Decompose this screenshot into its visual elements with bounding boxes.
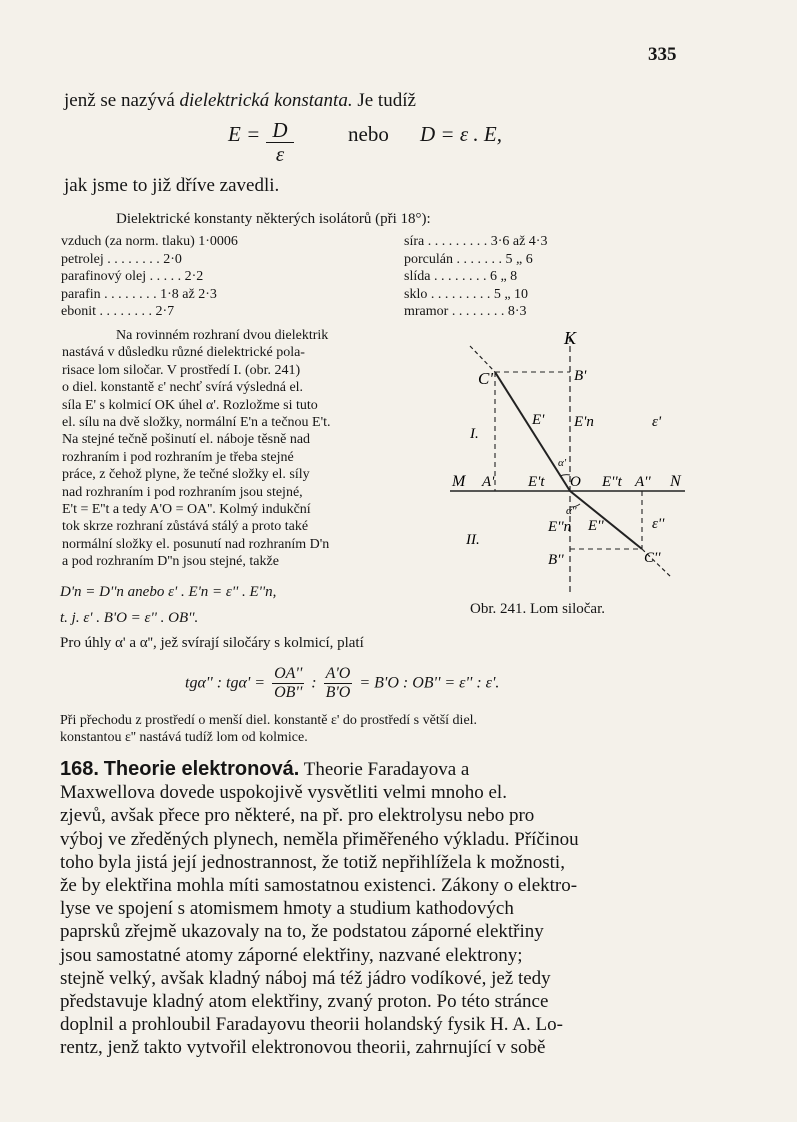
formula-mid: nebo (348, 122, 389, 146)
label-E2: E'' (588, 518, 604, 534)
label-O: O (570, 474, 581, 490)
section-line: Theorie Faradayova a (299, 759, 470, 780)
section-line: jsou samostatné atomy záporné elektřiny, nazvané elektrony; (60, 944, 523, 966)
label-alpha2: α'' (566, 505, 577, 517)
paragraph-line: risace lom siločar. V prostředí I. (obr. 241) (62, 362, 301, 378)
angle-arc (560, 475, 570, 476)
formula-denominator: ε (275, 142, 285, 166)
page-number: 335 (648, 44, 677, 65)
paragraph-line: síla E' s kolmicí OK úhel α'. Rozložme si tuto (62, 397, 318, 413)
formula-numerator: D (266, 118, 294, 143)
label-alpha1: α' (558, 457, 567, 469)
label-B1: B' (574, 368, 587, 384)
section-line: stejně velký, avšak kladný náboj má též jádro vodíkové, jež tedy (60, 967, 551, 989)
label-C2: C'' (644, 550, 661, 566)
label-A2: A'' (635, 474, 651, 490)
label-I: I. (470, 426, 479, 442)
paragraph-line: a pod rozhraním D''n jsou stejné, takže (62, 554, 279, 570)
label-En1: E'n (574, 414, 594, 430)
label-B2: B'' (548, 552, 564, 568)
label-N: N (670, 473, 681, 490)
paragraph-line: normální složky el. posunutí nad rozhraním D'n (62, 536, 330, 552)
section-line: rentz, jenž takto vytvořil elektronovou theorii, zahrnující v sobě (60, 1037, 546, 1059)
label-eps2: ε'' (652, 516, 665, 532)
paragraph-line: Na stejné tečně pošinutí el. náboje těsně nad (62, 432, 311, 448)
label-II: II. (466, 532, 480, 548)
table-row: sklo . . . . . . . . . 5 „ 10 (404, 286, 529, 302)
paragraph-line: nastává v důsledku různé dielektrické pola- (62, 345, 305, 361)
section-number: 168. (60, 758, 99, 780)
table-row: ebonit . . . . . . . . 2·7 (61, 304, 175, 319)
paragraph-line: Na rovinném rozhraní dvou dielektrik (116, 328, 329, 343)
section-line: že by elektřina mohla míti samostatnou existenci. Zákony o elektro- (60, 875, 578, 897)
label-K: K (564, 328, 577, 348)
table-left-column (61, 233, 238, 321)
intro-term: dielektrická konstanta. (179, 90, 353, 111)
paragraph-line: o diel. konstantě ε' nechť svírá výsledná el. (62, 380, 304, 396)
transition-paragraph (60, 712, 477, 746)
section-line: výboj ve zředěných plynech, neměla přiměřeného výkladu. Příčinou (60, 828, 579, 850)
formula-fraction (266, 118, 294, 165)
field-line-lower (570, 491, 642, 549)
tg-f1-den: OB'' (274, 684, 303, 701)
label-E1: E' (532, 412, 545, 428)
transition-line: Při přechodu z prostředí o menší diel. konstantě ε' do prostředí s větší diel. (60, 713, 478, 728)
label-A1: A' (482, 474, 495, 490)
formula-rhs: D = ε . E, (420, 122, 502, 146)
table-row: vzduch (za norm. tlaku) 1·0006 (61, 234, 238, 249)
table-row: porculán . . . . . . . 5 „ 6 (404, 251, 533, 267)
equation-normal-components: D'n = D''n anebo ε' . E'n = ε'' . E''n, (60, 584, 277, 600)
tg-fraction-2 (324, 665, 353, 702)
section-168 (60, 758, 579, 1060)
angles-line: Pro úhly α' a α'', jež svírají siločáry s kolmicí, platí (60, 635, 364, 651)
tg-right: = B'O : OB'' = ε'' : ε'. (359, 674, 500, 692)
paragraph-line: práce, z čehož plyne, že tečné složky el. síly (62, 467, 310, 483)
section-first-line (60, 758, 579, 781)
transition-line: konstantou ε'' nastává tudíž lom od kolmice. (60, 730, 308, 745)
tangent-relation (185, 665, 499, 702)
table-row: petrolej . . . . . . . . 2·0 (61, 251, 182, 267)
label-En2: E''n (548, 519, 572, 535)
section-line: Maxwellova dovede uspokojivě vysvětliti velmi mnoho el. (60, 782, 507, 804)
label-Et2: E''t (602, 474, 622, 490)
paragraph-line: el. sílu na dvě složky, normální E'n a tečnou E't. (62, 415, 331, 431)
table-right-column (404, 233, 547, 321)
tg-f1-num: OA'' (274, 665, 303, 682)
table-row: parafin . . . . . . . . 1·8 až 2·3 (61, 286, 217, 302)
section-line: představuje kladný atom elektřiny, zvaný proton. Po této stránce (60, 991, 549, 1013)
label-C1: C' (478, 369, 493, 388)
table-row: parafinový olej . . . . . 2·2 (61, 269, 204, 284)
paragraph-line: nad rozhraním i pod rozhraním jsou stejné, (62, 484, 303, 500)
formula-lhs: E = (228, 122, 261, 146)
figure-caption: Obr. 241. Lom siločar. (470, 601, 605, 617)
tg-f2-num: A'O (325, 665, 351, 682)
section-title: Theorie elektronová. (103, 758, 300, 780)
label-M: M (452, 473, 466, 490)
paragraph-line: rozhraním i pod rozhraním je třeba stejné (62, 449, 294, 465)
section-line: paprsků zřejmě ukazovaly na to, že podstatou záporné elektřiny (60, 921, 544, 943)
intro-text: jenž se nazývá (64, 90, 180, 111)
tg-left: tgα'' : tgα' = (185, 674, 266, 692)
label-eps1: ε' (652, 414, 662, 430)
recall-line: jak jsme to již dříve zavedli. (64, 175, 280, 196)
refraction-paragraph (62, 327, 432, 571)
intro-tail: Je tudíž (352, 90, 416, 111)
table-row: slída . . . . . . . . 6 „ 8 (404, 269, 518, 284)
section-line: toho byla jistá její jednostrannost, že totiž nepřihlížela k možnosti, (60, 851, 565, 873)
paragraph-line: tok skrze rozhraní zůstává stálý a proto také (62, 519, 309, 535)
table-caption: Dielektrické konstanty některých isolátorů (při 18°): (116, 211, 431, 227)
intro-line (64, 90, 416, 112)
section-line: doplnil a prohloubil Faradayovu theorii holandský fysik H. A. Lo- (60, 1014, 563, 1036)
tg-fraction-1 (272, 665, 304, 702)
section-line: zjevů, avšak přece pro některé, na př. pro elektrolysu nebo pro (60, 805, 535, 827)
tg-f2-den: B'O (325, 684, 351, 701)
tg-colon: : (311, 674, 317, 692)
table-row: síra . . . . . . . . . 3·6 až 4·3 (404, 234, 548, 249)
section-line: lyse ve spojení s atomismem hmoty a studium kathodových (60, 898, 514, 920)
label-Et1: E't (528, 474, 545, 490)
paragraph-line: E't = E''t a tedy A'O = OA''. Kolmý indukční (62, 502, 311, 518)
refraction-figure (440, 326, 690, 596)
equation-segments: t. j. ε' . B'O = ε'' . OB''. (60, 610, 199, 626)
table-row: mramor . . . . . . . . 8·3 (404, 304, 527, 319)
